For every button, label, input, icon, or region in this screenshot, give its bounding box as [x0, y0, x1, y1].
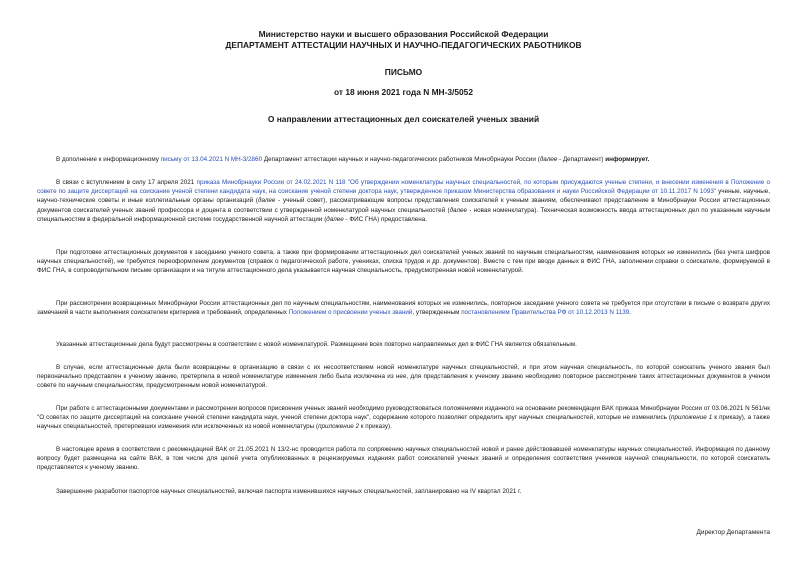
- paragraph-2: В связи с вступлением в силу 17 апреля 2021 приказа Минобрнауки России от 24.02.2021 N 118 "Об утверждении номенклатуры научных специальностей, по которым присуждаются ученые степени, и внесении изменения в Положение о совете по защите диссертаций на соискание ученой степени кандидата наук, на соискание ученой степени доктора наук, утвержденное приказом Министерства образования и науки Российской Федерации от 10.11.2017 N 1093" ученые, научные, научно-технические советы и иные коллегиальные органы организаций (далее - ученый совет), рассматривающие вопросы представления соискателей к ученым званиям, обеспечивают представление в Минобрнауки России аттестационных документов соискателей ученых званий профессора и доцента в соответствии с утвержденной номенклатурой научных специальностей (далее - новая номенклатура). Техническая возможность ввода аттестационных дел по указанным научным специальностям в федеральной информационной системе государственной научной аттестации (далее - ФИС ГНА) предоставлена.: [37, 179, 771, 223]
- paragraph-7: При работе с аттестационными документами и рассмотрении вопросов присвоения ученых званий необходимо руководствоваться положениями изданного на основании рекомендации ВАК приказа Минобрнауки России от 03.06.2021 N 561/нк "О советах по защите диссертаций на соискание ученой степени кандидата наук, ученой степени доктора наук", содержание которого позволяет определить круг научных специальностей, которые не изменились (приложение 1 к приказу), а также научных специальностей, претерпевших изменения или исключенных из новой номенклатуры (приложение 2 к приказу).: [37, 405, 770, 431]
- paragraph-9: Завершение разработки паспортов научных специальностей, включая паспорта изменившихся научных специальностей, запланировано на IV квартал 2021 г.: [56, 488, 522, 495]
- link-regulation-academic-titles[interactable]: Положением о присвоении ученых званий: [288, 309, 413, 317]
- paragraph-6: В случае, если аттестационные дела были возвращены в организацию в связи с их несоответствием новой номенклатуре научных специальностей, и при этом научная специальность, по которой соискатель ученого звания был первоначально представлен к ученому званию, претерпела в новой номенклатуре изменения либо была исключена из нее, для представления к ученому званию необходимо повторное рассмотрение таких аттестационных документов в ученом совете по научным специальностям, предусмотренным новой номенклатурой.: [37, 364, 770, 390]
- paragraph-8: В настоящее время в соответствии с рекомендацией ВАК от 21.05.2021 N 13/2-нс проводится работа по сопряжению научных специальностей новой и ранее действовавшей номенклатуры научных специальностей. Информация по данному вопросу будет размещена на сайте ВАК, в том числе для целей учета опубликованных в рецензируемых изданиях работ соискателей ученых званий и определения соответствия учеников научной специальности, по которой соискатель представляется к ученому званию.: [37, 446, 770, 472]
- link-letter-mn-3-2860[interactable]: письму от 13.04.2021 N МН-3/2860: [160, 156, 263, 163]
- document-date-number: от 18 июня 2021 года N МН-3/5052: [334, 87, 473, 97]
- link-government-decree-1139[interactable]: постановлением Правительства РФ от 10.12.2013 N 1139: [461, 309, 630, 317]
- document-type: ПИСЬМО: [384, 67, 423, 77]
- paragraph-5: Указанные аттестационные дела будут рассмотрены в соответствии с новой номенклатурой. Размещение всех повторно направляемых дел в ФИС ГНА является обязательным.: [56, 341, 577, 348]
- department-name: ДЕПАРТАМЕНТ АТТЕСТАЦИИ НАУЧНЫХ И НАУЧНО-ПЕДАГОГИЧЕСКИХ РАБОТНИКОВ: [225, 39, 582, 50]
- document-subject: О направлении аттестационных дел соискателей ученых званий: [267, 114, 540, 124]
- link-order-118[interactable]: приказа Минобрнауки России от 24.02.2021 N 118 "Об утверждении номенклатуры научных специальностей, по которым присуждаются ученые степени, и внесении изменения в Положение о совете по защите диссертаций на соискание ученой степени кандидата наук, на соискание ученой степени доктора наук, утвержденное приказом Министерства образования и науки Российской Федерации от 10.11.2017 N 1093": [37, 179, 771, 196]
- paragraph-1: В дополнение к информационному письму от 13.04.2021 N МН-3/2860 Департамент аттестации научных и научно-педагогических работников Минобрнауки России (далее - Департамент) информирует.: [56, 156, 650, 163]
- ministry-name: Министерство науки и высшего образования Российской Федерации: [258, 29, 549, 39]
- paragraph-4: При рассмотрении возвращенных Минобрнауки России аттестационных дел по научным специальностям, наименования которых не изменились, повторное заседание ученого совета не требуется при отсутствии в письме о возврате других замечаний в части выполнения соискателем критериев и требований, определенных Положением о присвоении ученых званий, утвержденным постановлением Правительства РФ от 10.12.2013 N 1139.: [37, 300, 770, 317]
- paragraph-3: При подготовке аттестационных документов к заседанию ученого совета, а также при формировании аттестационных дел соискателей ученых званий по научным специальностям, наименования которых не изменились (без учета шифров научных специальностей), не требуется переоформление документов (справок о педагогической работе, учениках, списка трудов и др. документов). Вместе с тем при вводе данных в ФИС ГНА, заполнении справки о соискателе, формируемой в ФИС ГНА, в сопроводительном письме организации и на титуле аттестационного дела указывается научная специальность, предусмотренная новой номенклатурой.: [37, 249, 770, 275]
- signature-line: Директор Департамента: [696, 529, 770, 536]
- document-header: [0, 29, 807, 50]
